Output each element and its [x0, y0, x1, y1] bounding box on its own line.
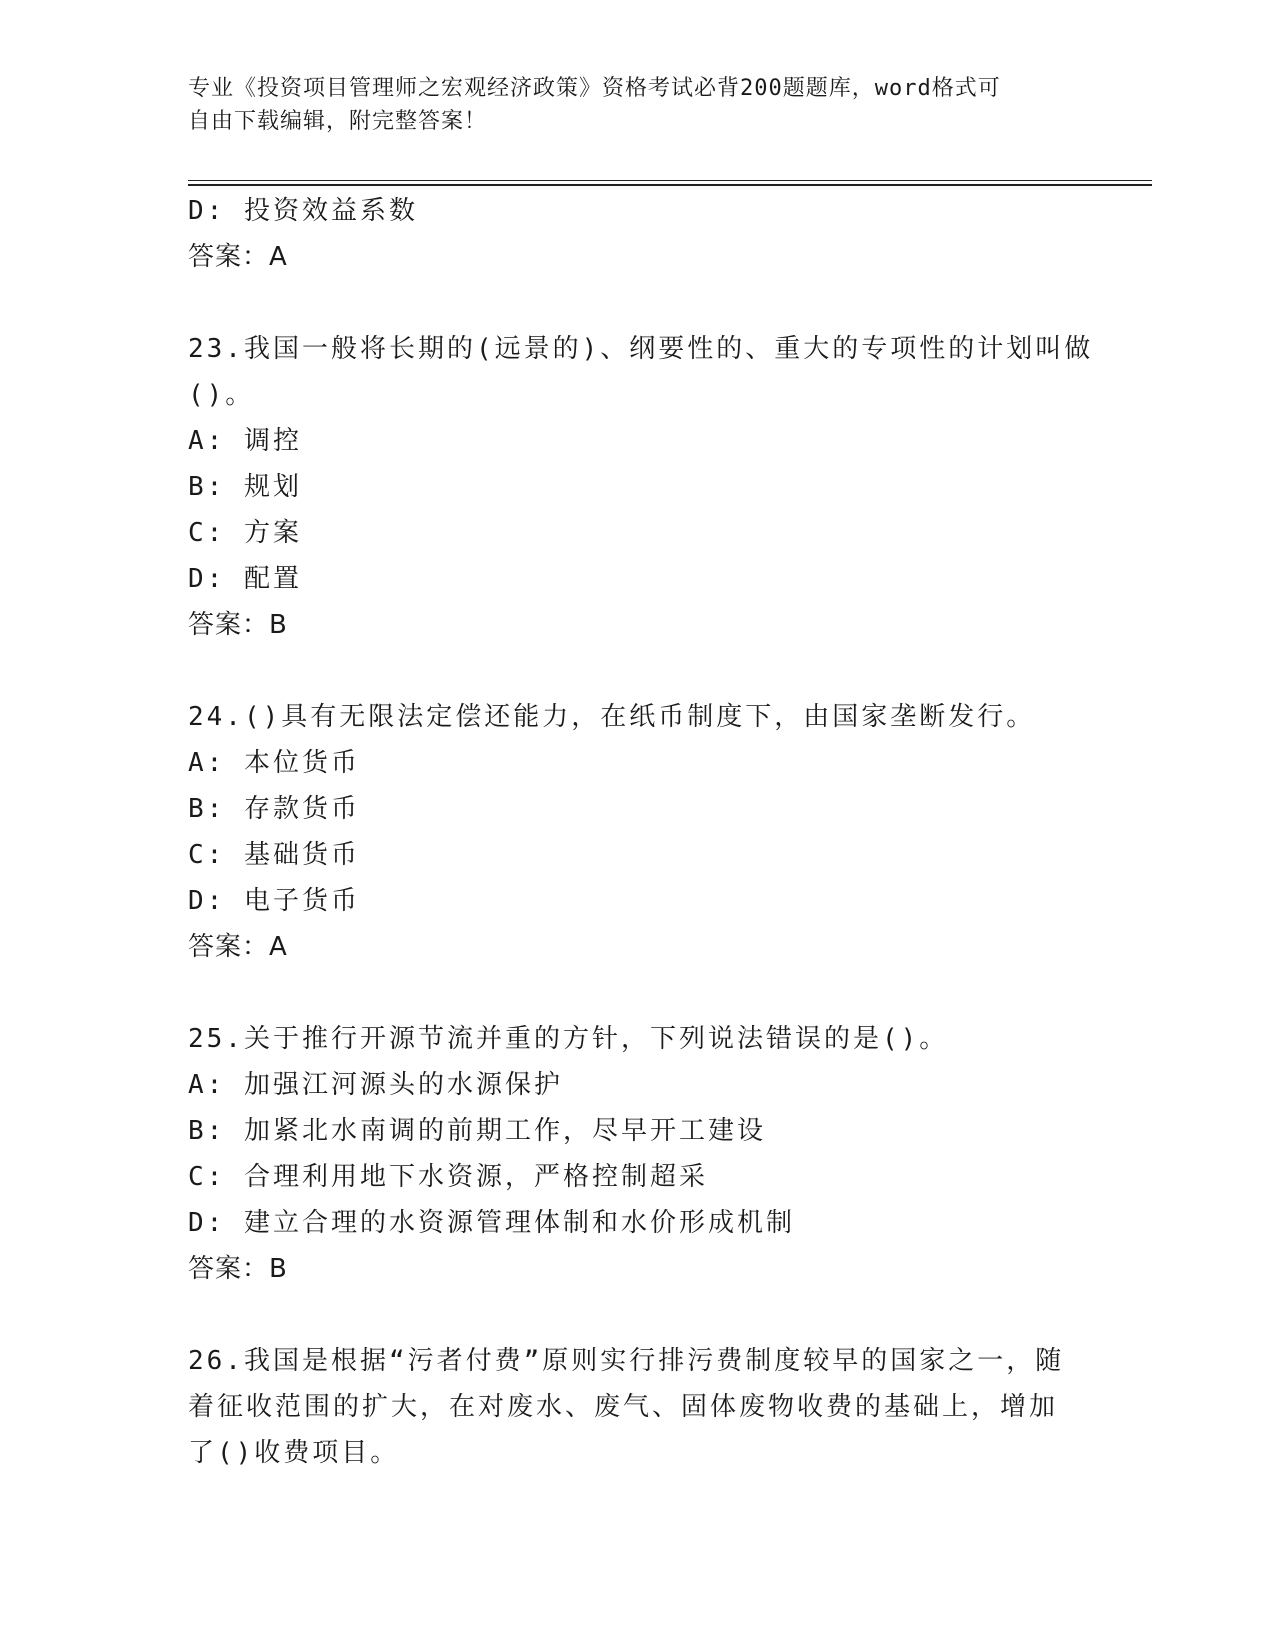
question-text-line-1: 25.关于推行开源节流并重的方针，下列说法错误的是()。: [188, 1024, 949, 1054]
question-24: [188, 694, 1088, 970]
question-text-line-2: 着征收范围的扩大，在对废水、废气、固体废物收费的基础上，增加: [188, 1392, 1059, 1422]
question-23: [188, 326, 1094, 648]
question-text-line-1: 24.()具有无限法定偿还能力，在纸币制度下，由国家垄断发行。: [188, 702, 1036, 732]
option-b: B: 存款货币: [188, 794, 360, 824]
question-26: [188, 1338, 1088, 1476]
option-c: C: 合理利用地下水资源，严格控制超采: [188, 1162, 708, 1192]
answer-line: 答案：A: [188, 242, 288, 272]
option-d: D: 电子货币: [188, 886, 360, 916]
answer-line: 答案：B: [188, 1254, 288, 1284]
option-a: A: 调控: [188, 426, 302, 456]
question-text-line-1: 26.我国是根据“污者付费”原则实行排污费制度较早的国家之一，随: [188, 1346, 1065, 1376]
header-divider-thin: [188, 180, 1152, 181]
answer-line: 答案：A: [188, 932, 288, 962]
document-header: [188, 72, 1068, 138]
option-d: D: 配置: [188, 564, 302, 594]
previous-question-tail: [188, 188, 1088, 280]
question-content: [188, 188, 1094, 1476]
header-divider-thick: [188, 184, 1152, 186]
question-text-line-3: 了()收费项目。: [188, 1438, 400, 1468]
option-c: C: 方案: [188, 518, 302, 548]
header-line-2: 自由下载编辑，附完整答案！: [188, 109, 488, 134]
question-25: [188, 1016, 1088, 1292]
header-line-1: 专业《投资项目管理师之宏观经济政策》资格考试必背200题题库，word格式可: [188, 76, 1001, 101]
question-text-line-2: ()。: [188, 380, 255, 410]
option-a: A: 加强江河源头的水源保护: [188, 1070, 563, 1100]
question-text-line-1: 23.我国一般将长期的(远景的)、纲要性的、重大的专项性的计划叫做: [188, 334, 1094, 364]
option-c: C: 基础货币: [188, 840, 360, 870]
option-a: A: 本位货币: [188, 748, 360, 778]
option-d: D: 建立合理的水资源管理体制和水价形成机制: [188, 1208, 795, 1238]
option-b: B: 规划: [188, 472, 302, 502]
option-d: D: 投资效益系数: [188, 196, 418, 226]
option-b: B: 加紧北水南调的前期工作，尽早开工建设: [188, 1116, 766, 1146]
answer-line: 答案：B: [188, 610, 288, 640]
